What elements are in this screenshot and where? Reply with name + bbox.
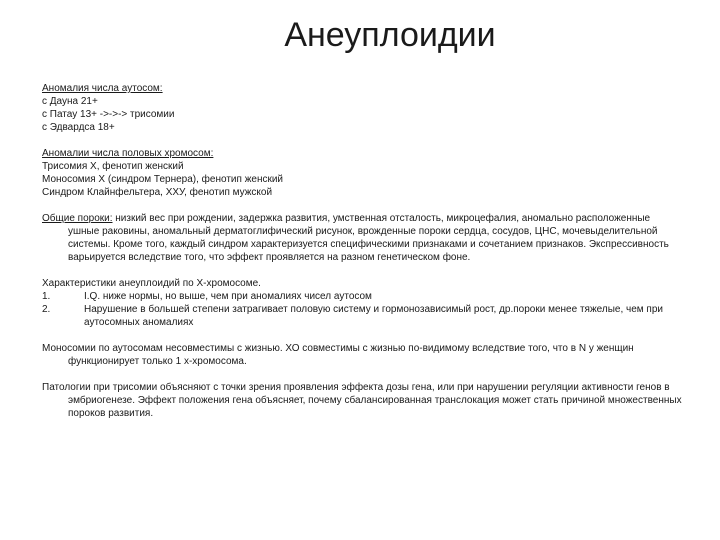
common-defects-text: низкий вес при рождении, задержка развития, умственная отсталость, микроцефалия, аномально расположенные ушные раковины, аномальный дерматоглифический рисунок, врожденные пороки сердца, сосудов, ЦНС, мочевыделительной системы. Кроме того, каждый синдром характеризуется специфическими признаками и сочетанием признаков. Экспрессивность варьируется вследствие того, что эффект проявляется на разном генетическом фоне.: [68, 213, 669, 263]
autosome-line: с Эдвардса 18+: [42, 122, 115, 133]
list-item-text: Нарушение в большей степени затрагивает половую систему и гормонозависимый рост, др.пороки менее тяжелые, чем при аутосомных аномалиях: [84, 304, 663, 328]
x-characteristics-block: [42, 277, 682, 329]
sex-chromosome-block: [42, 147, 682, 199]
autosome-line: с Дауна 21+: [42, 96, 98, 107]
common-defects-label: Общие пороки:: [42, 213, 113, 224]
list-item-number: 2.: [42, 304, 51, 315]
sex-chromosome-line: Трисомия Х, фенотип женский: [42, 161, 184, 172]
sex-chromosome-line: Синдром Клайнфельтера, ХХУ, фенотип мужской: [42, 187, 273, 198]
slide-content: [42, 82, 682, 433]
autosome-heading: Аномалия числа аутосом:: [42, 83, 163, 94]
monosomy-paragraph: Моносомии по аутосомам несовместимы с жизнью. ХО совместимы с жизнью по-видимому вследствие того, что в N у женщин функционирует только 1 х-хромосома.: [42, 343, 634, 367]
list-item-number: 1.: [42, 291, 51, 302]
list-item: [42, 303, 682, 329]
list-item: [42, 290, 682, 303]
autosome-anomalies-block: [42, 82, 682, 134]
common-defects-block: [42, 212, 682, 264]
page-title: Анеуплоидии: [284, 16, 496, 54]
list-item-text: I.Q. ниже нормы, но выше, чем при аномалиях чисел аутосом: [84, 291, 372, 302]
pathology-block: [42, 381, 682, 420]
monosomy-block: [42, 342, 682, 368]
common-defects-paragraph: [42, 212, 682, 264]
x-characteristics-heading: Характеристики анеуплоидий по Х-хромосоме.: [42, 278, 261, 289]
sex-chromosome-heading: Аномалии числа половых хромосом:: [42, 148, 214, 159]
sex-chromosome-line: Моносомия Х (синдром Тернера), фенотип женский: [42, 174, 284, 185]
autosome-line: с Патау 13+ ->->-> трисомии: [42, 109, 175, 120]
pathology-paragraph: Патологии при трисомии объясняют с точки зрения проявления эффекта дозы гена, или при нарушении регуляции активности генов в эмбриогенезе. Эффект положения гена объясняет, почему сбалансированная транслокация может стать причиной множественных пороков развития.: [42, 382, 682, 419]
